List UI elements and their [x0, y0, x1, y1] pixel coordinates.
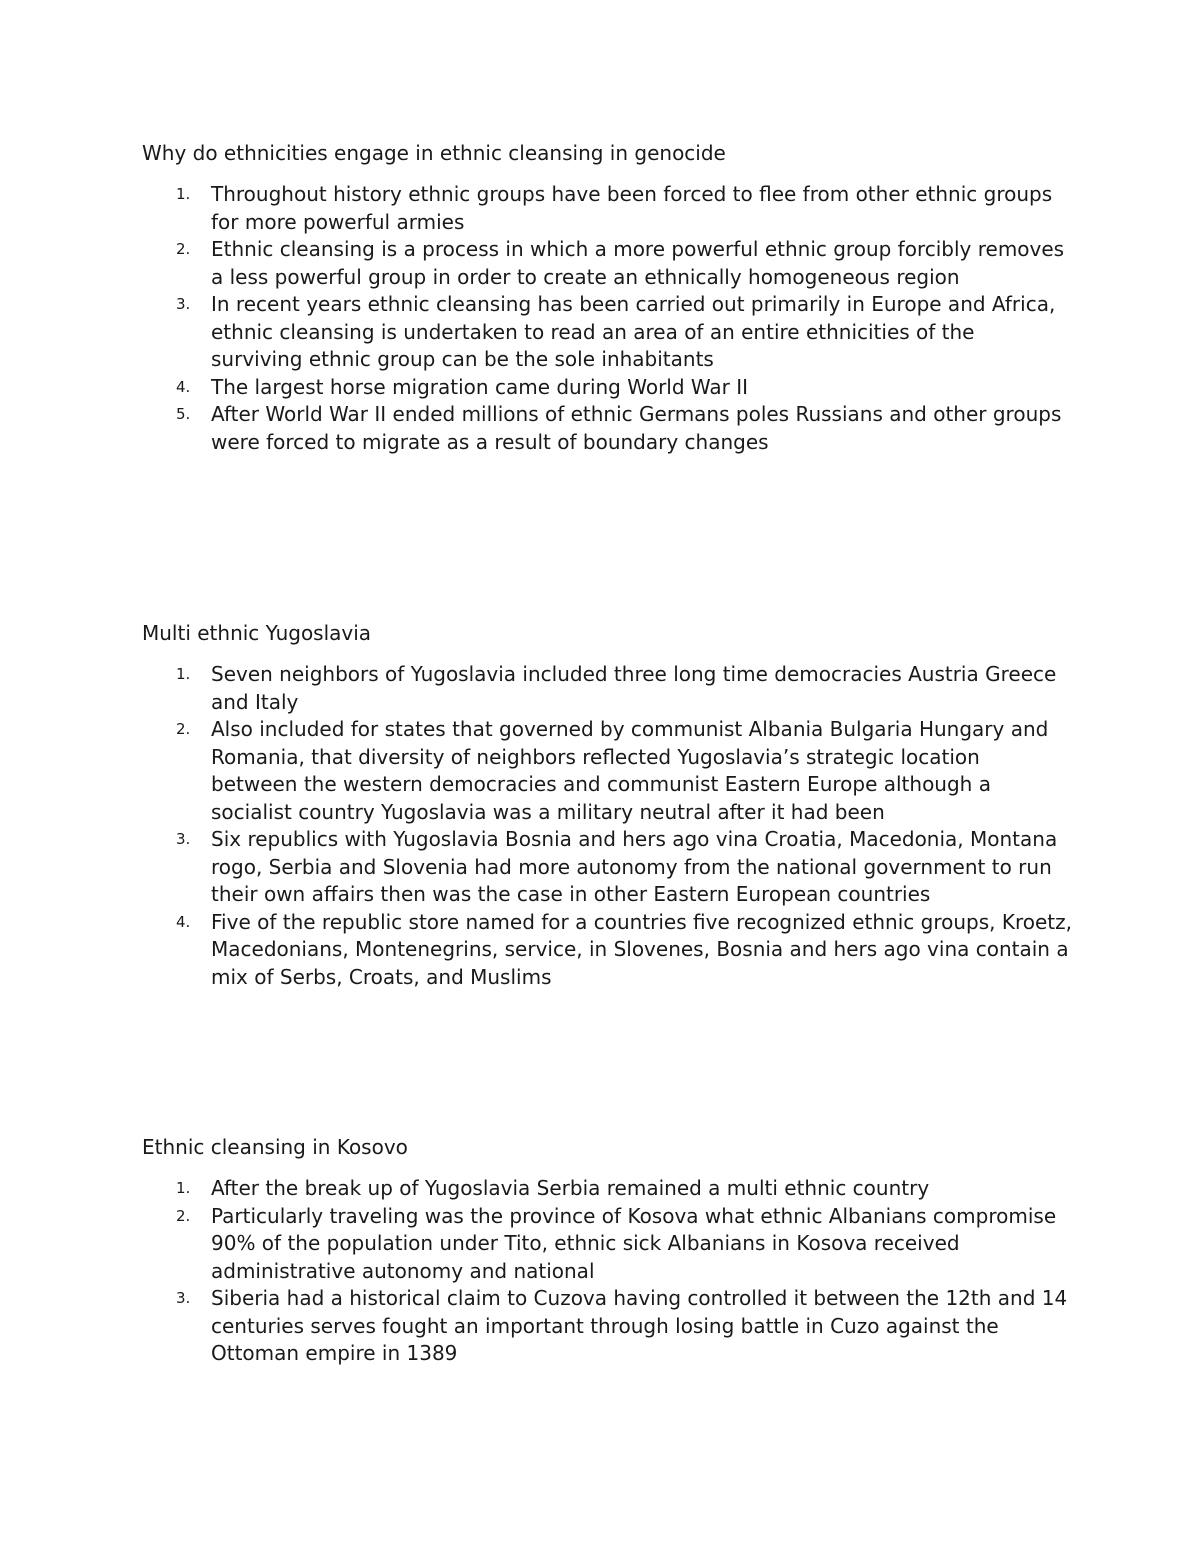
list-item — [142, 1203, 1072, 1286]
list-item-text: The largest horse migration came during World War II — [211, 374, 749, 399]
section-heading: Why do ethnicities engage in ethnic cleansing in genocide — [142, 141, 726, 165]
numbered-list — [142, 181, 1072, 456]
list-item — [142, 374, 1072, 402]
list-number: 2. — [176, 720, 191, 738]
section-ethnic-cleansing-genocide — [142, 140, 1072, 456]
list-number: 1. — [176, 185, 191, 203]
list-number: 3. — [176, 295, 191, 313]
list-number: 1. — [176, 1179, 191, 1197]
list-number: 4. — [176, 377, 191, 396]
list-item — [142, 181, 1072, 236]
list-item — [142, 909, 1072, 992]
list-item-text: Throughout history ethnic groups have been forced to flee from other ethnic groups for more powerful armies — [211, 182, 1053, 234]
numbered-list — [142, 661, 1072, 991]
list-number: 2. — [176, 240, 191, 258]
list-item-text: Particularly traveling was the province of Kosova what ethnic Albanians compromise 90% of the population under Tito, ethnic sick Albanians in Kosova received administrative autonomy and national — [211, 1203, 1057, 1283]
list-number: 3. — [176, 830, 191, 848]
list-item-text: Ethnic cleansing is a process in which a more powerful ethnic group forcibly removes a less powerful group in order to create an ethnically homogeneous region — [211, 237, 1065, 289]
section-ethnic-cleansing-kosovo — [142, 1134, 1072, 1368]
list-number: 3. — [176, 1289, 191, 1307]
list-item — [142, 401, 1072, 456]
list-number: 5. — [176, 405, 191, 423]
list-number: 1. — [176, 665, 191, 683]
list-item — [142, 291, 1072, 374]
section-heading: Multi ethnic Yugoslavia — [142, 621, 372, 645]
list-item-text: Also included for states that governed by communist Albania Bulgaria Hungary and Romania, that diversity of neighbors reflected Yugoslavia’s strategic location between the western democracies and communist Eastern Europe although a socialist country Yugoslavia was a military neutral after it had been — [211, 717, 1049, 824]
section-heading: Ethnic cleansing in Kosovo — [142, 1135, 408, 1159]
list-item-text: Seven neighbors of Yugoslavia included three long time democracies Austria Greece and Italy — [211, 662, 1057, 714]
list-item-text: Five of the republic store named for a countries five recognized ethnic groups, Kroetz, Macedonians, Montenegrins, service, in Slovenes, Bosnia and hers ago vina contain a mix of Serbs, Croats, and Muslims — [211, 909, 1072, 989]
list-item-text: Six republics with Yugoslavia Bosnia and hers ago vina Croatia, Macedonia, Montana rogo, Serbia and Slovenia had more autonomy from the national government to run their own affairs then was the case in other Eastern European countries — [211, 827, 1058, 906]
list-item-text: Siberia had a historical claim to Cuzova having controlled it between the 12th and 14 centuries serves fought an important through losing battle in Cuzo against the Ottoman empire in 1389 — [211, 1286, 1068, 1365]
list-item-text: After the break up of Yugoslavia Serbia remained a multi ethnic country — [211, 1176, 930, 1200]
section-multi-ethnic-yugoslavia — [142, 620, 1072, 991]
list-item — [142, 826, 1072, 909]
numbered-list — [142, 1175, 1072, 1368]
list-item — [142, 661, 1072, 716]
list-number: 4. — [176, 912, 191, 931]
list-item — [142, 236, 1072, 291]
list-item — [142, 716, 1072, 826]
list-item — [142, 1285, 1072, 1368]
list-item-text: In recent years ethnic cleansing has been carried out primarily in Europe and Africa, ethnic cleansing is undertaken to read an area of an entire ethnicities of the surviving ethnic group can be the sole inhabitants — [211, 292, 1056, 371]
list-item-text: After World War II ended millions of ethnic Germans poles Russians and other groups were forced to migrate as a result of boundary changes — [211, 402, 1062, 454]
list-item — [142, 1175, 1072, 1203]
list-number: 2. — [176, 1206, 191, 1225]
